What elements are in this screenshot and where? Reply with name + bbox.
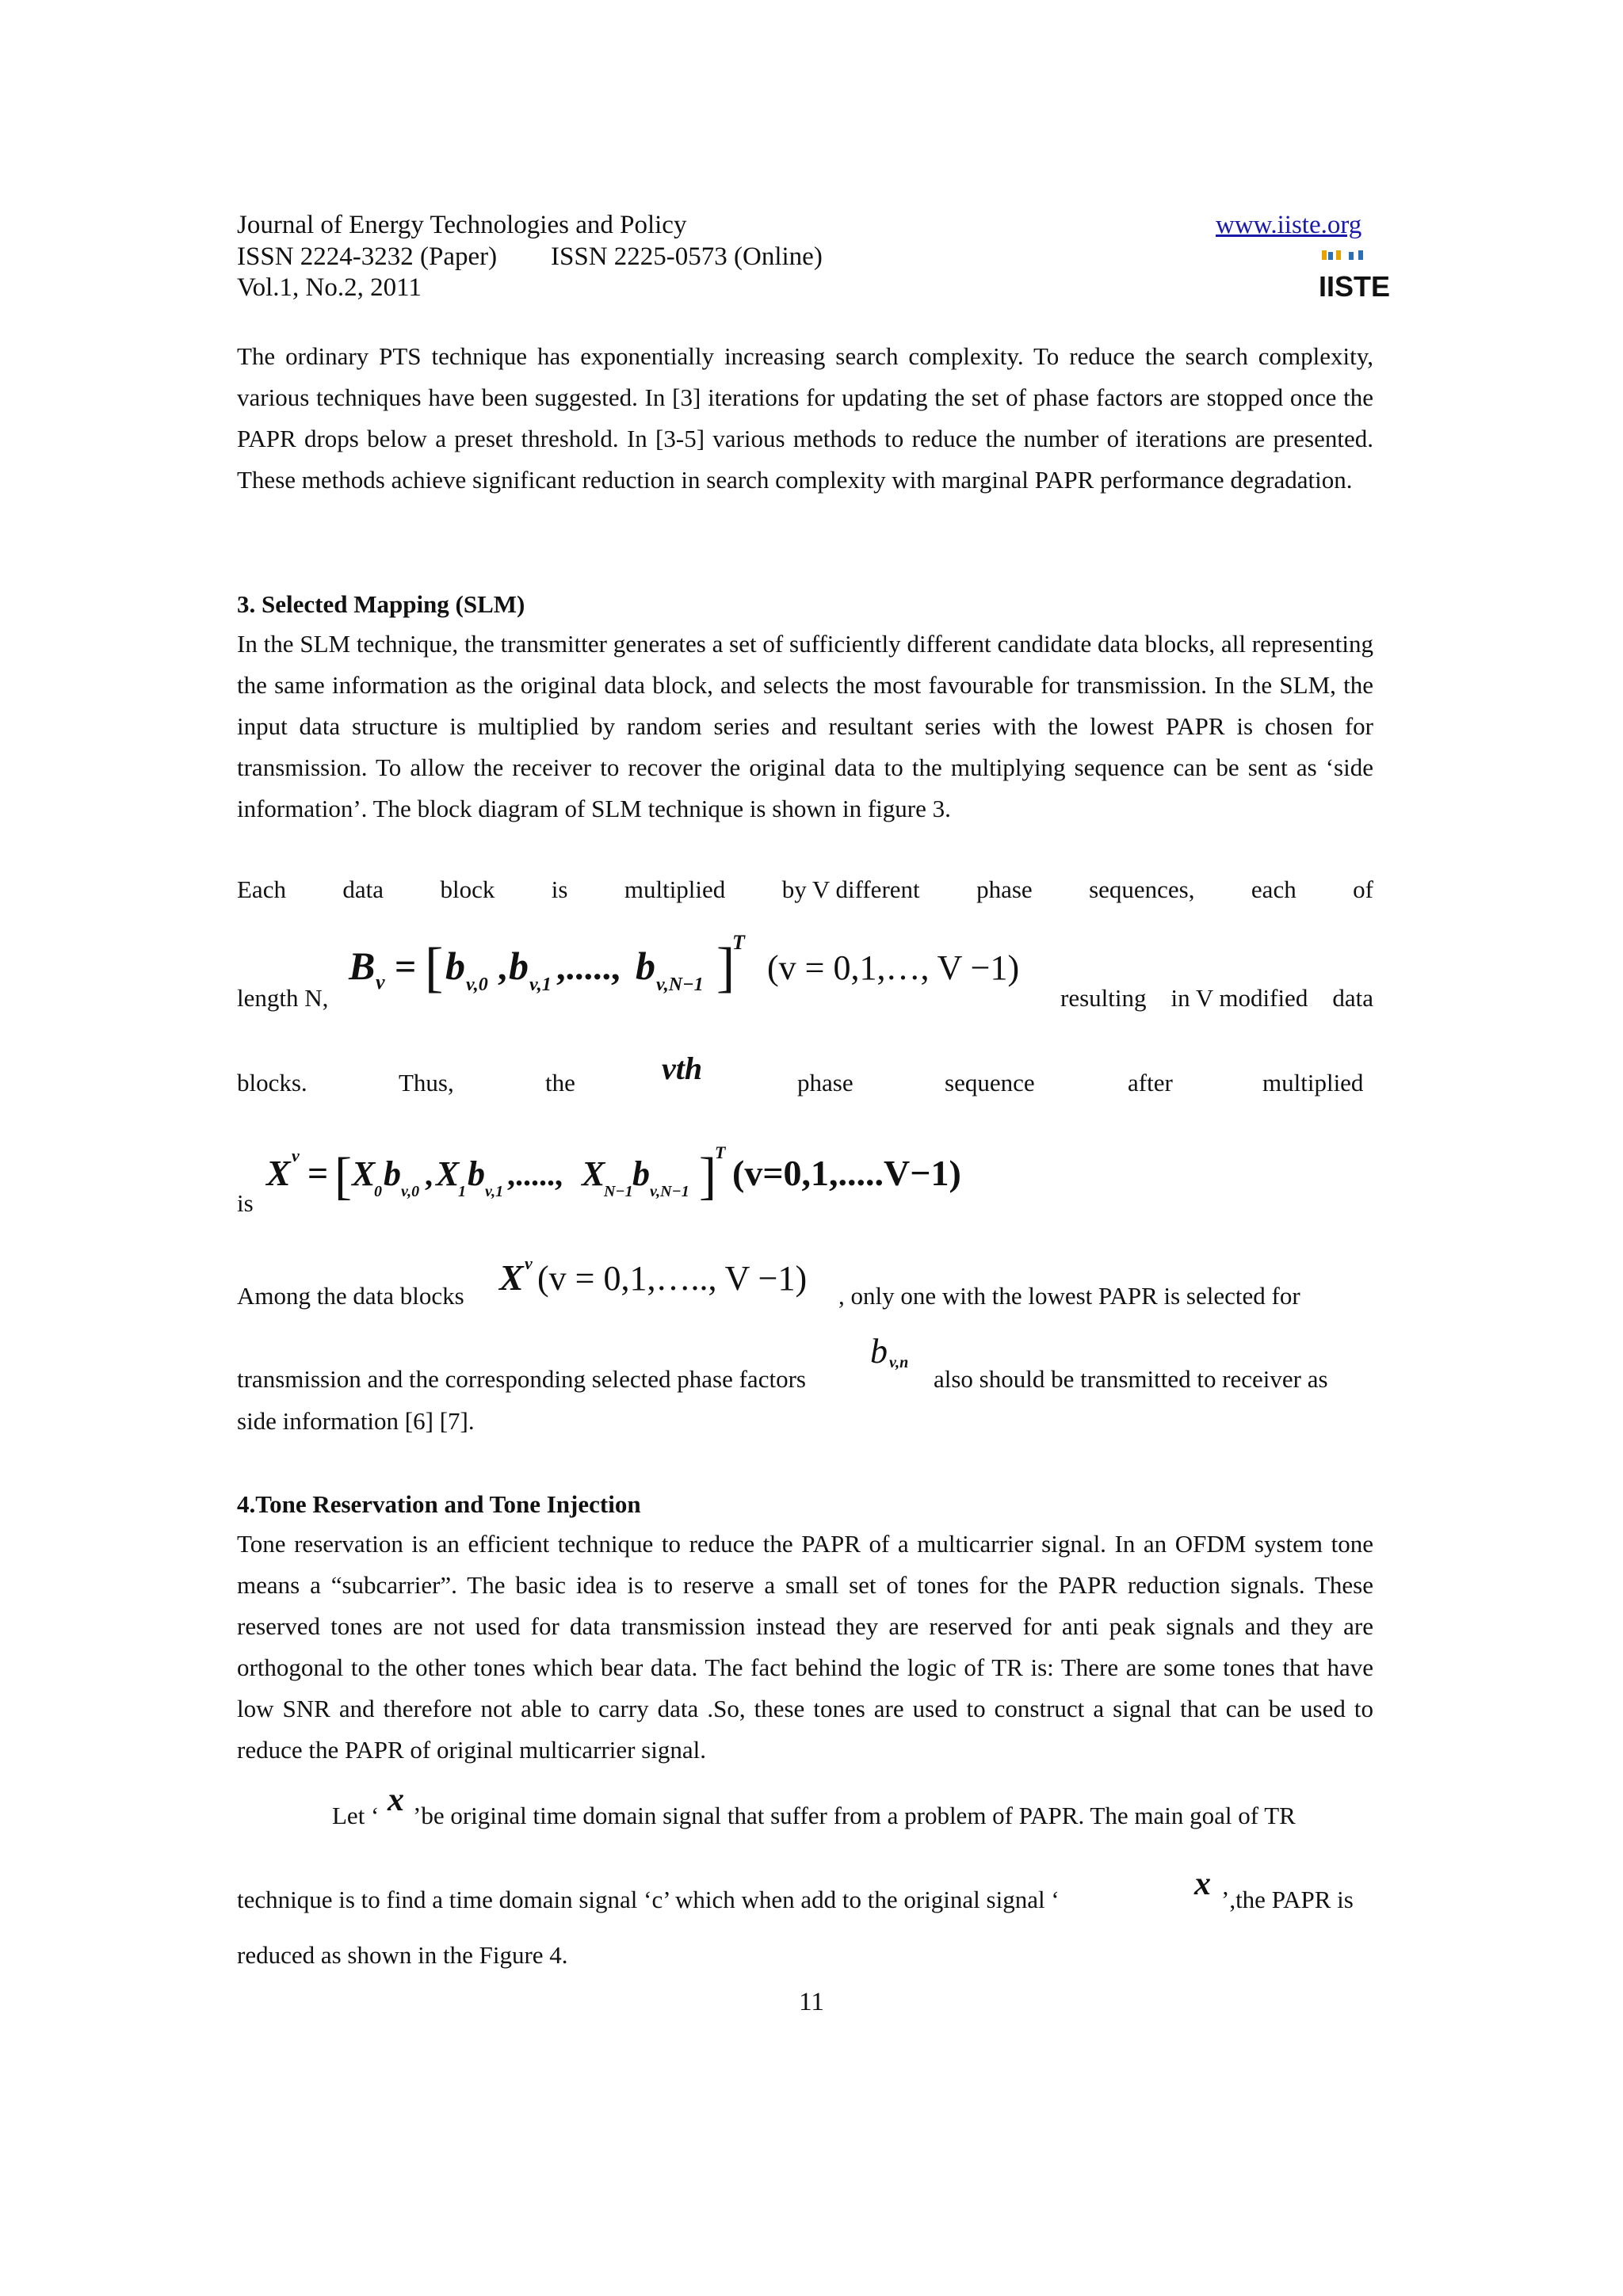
among-prefix: Among the data blocks <box>237 1282 464 1310</box>
iiste-logo <box>1317 249 1391 303</box>
each-data-block-line: Each data block is multiplied by V different phase sequences, each of <box>237 875 1373 903</box>
equation-xv <box>266 1141 964 1212</box>
length-n-label: length N, <box>237 984 329 1012</box>
svg-text:v: v <box>292 1146 300 1165</box>
transmission-prefix: transmission and the corresponding selected phase factors <box>237 1365 806 1393</box>
svg-text:v,N−1: v,N−1 <box>656 974 704 995</box>
multiplied-word: multiplied <box>1262 1069 1364 1097</box>
blocks-word: blocks. <box>237 1069 307 1097</box>
svg-text:v,1: v,1 <box>529 974 552 995</box>
svg-text:b: b <box>468 1154 485 1193</box>
resulting-line: resulting in V modified data <box>1060 984 1373 1012</box>
section-4-heading: 4.Tone Reservation and Tone Injection <box>237 1490 641 1518</box>
technique-prefix: technique is to find a time domain signal ‘c’ which when add to the original signal ‘ <box>237 1886 1060 1913</box>
section-4-paragraph: Tone reservation is an efficient technique to reduce the PAPR of a multicarrier signal. In an OFDM system tone means a “subcarrier”. The basic idea is to reserve a small set of tones for the PAPR reduction signals. These reserved tones are not used for data transmission instead they are reserved for anti peak signals and they are orthogonal to the other tones which bear data. The fact behind the logic of TR is: There are some tones that have low SNR and therefore not able to carry data .So, these tones are used to construct a signal that can be used to reduce the PAPR of original multicarrier signal. <box>237 1530 1373 1764</box>
vth-symbol: vth <box>662 1051 703 1086</box>
journal-url-link[interactable]: www.iiste.org <box>1216 211 1362 239</box>
section-3-paragraph: In the SLM technique, the transmitter generates a set of sufficiently different candidate data blocks, all representing the same information as the original data block, and selects the most favourable for transmission. In the SLM, the input data structure is multiplied by random series and resultant series with the lowest PAPR is chosen for transmission. To allow the receiver to recover the original data to the multiplying sequence can be sent as ‘side information’. The block diagram of SLM technique is shown in figure 3. <box>237 630 1373 822</box>
phase-word: phase <box>797 1069 854 1097</box>
thus-word: Thus, <box>399 1069 454 1097</box>
svg-text:B: B <box>349 944 376 988</box>
the-word: the <box>545 1069 575 1097</box>
svg-text:]: ] <box>699 1147 716 1205</box>
svg-text:N−1: N−1 <box>604 1183 633 1200</box>
reduced-line: reduced as shown in the Figure 4. <box>237 1941 568 1969</box>
svg-text:X: X <box>436 1154 460 1193</box>
svg-text:,.....,: ,....., <box>507 1157 563 1192</box>
svg-text:0: 0 <box>374 1183 382 1200</box>
equation-bv <box>349 927 1046 1006</box>
transmission-suffix: also should be transmitted to receiver as <box>934 1365 1328 1393</box>
issn-online: ISSN 2225-0573 (Online) <box>551 242 823 271</box>
after-word: after <box>1128 1069 1173 1097</box>
svg-text:,.....,: ,....., <box>556 947 621 987</box>
svg-text:v,0: v,0 <box>401 1183 420 1200</box>
issn-paper: ISSN 2224-3232 (Paper) <box>237 242 498 271</box>
svg-text:X: X <box>352 1154 376 1193</box>
x-symbol: x <box>388 1782 404 1818</box>
svg-text:X: X <box>266 1153 291 1193</box>
svg-text:T: T <box>732 931 745 954</box>
side-information: side information [6] [7]. <box>237 1407 475 1435</box>
svg-text:b: b <box>636 944 655 988</box>
svg-text:v,1: v,1 <box>485 1183 504 1200</box>
svg-text:b: b <box>509 944 529 988</box>
svg-text:v,N−1: v,N−1 <box>650 1183 689 1200</box>
svg-text:X: X <box>582 1154 605 1193</box>
equation-bvn <box>870 1331 926 1379</box>
among-suffix: , only one with the lowest PAPR is selected for <box>838 1282 1300 1310</box>
svg-text:(v = 0,1,….., V −1): (v = 0,1,….., V −1) <box>537 1259 808 1298</box>
volume-info: Vol.1, No.2, 2011 <box>237 273 422 302</box>
svg-text:=: = <box>307 1153 329 1193</box>
svg-text:,: , <box>498 947 507 987</box>
x-symbol-2: x <box>1194 1866 1211 1902</box>
svg-text:]: ] <box>716 937 735 998</box>
is-label: is <box>237 1189 254 1217</box>
page-number: 11 <box>799 1988 824 2016</box>
section-3-heading: 3. Selected Mapping (SLM) <box>237 590 525 618</box>
svg-text:1: 1 <box>458 1183 466 1200</box>
svg-text:b: b <box>870 1332 888 1371</box>
svg-text:v,n: v,n <box>889 1354 909 1371</box>
svg-text:v: v <box>525 1253 533 1273</box>
svg-text:[: [ <box>334 1147 352 1205</box>
svg-text:v,0: v,0 <box>466 974 488 995</box>
svg-text:(v=0,1,.....V−1): (v=0,1,.....V−1) <box>732 1153 961 1193</box>
journal-title: Journal of Energy Technologies and Policy <box>237 211 687 239</box>
svg-text:v: v <box>376 971 385 994</box>
sequence-word: sequence <box>945 1069 1035 1097</box>
svg-text:=: = <box>395 946 417 988</box>
svg-text:(v = 0,1,…, V −1): (v = 0,1,…, V −1) <box>767 948 1020 987</box>
svg-text:[: [ <box>425 937 444 998</box>
let-suffix: ’be original time domain signal that suffer from a problem of PAPR. The main goal of TR <box>413 1802 1296 1829</box>
let-prefix: Let ‘ <box>332 1802 380 1829</box>
svg-text:b: b <box>384 1154 401 1193</box>
svg-text:T: T <box>715 1142 726 1162</box>
equation-xv-range <box>499 1252 840 1307</box>
svg-text:,: , <box>425 1157 433 1192</box>
technique-suffix: ’,the PAPR is <box>1221 1886 1354 1913</box>
svg-text:b: b <box>445 944 465 988</box>
svg-text:X: X <box>499 1257 524 1298</box>
svg-text:IISTE: IISTE <box>1319 270 1391 303</box>
svg-text:b: b <box>632 1154 650 1193</box>
intro-paragraph: The ordinary PTS technique has exponentially increasing search complexity. To reduce the search complexity, various techniques have been suggested. In [3] iterations for updating the set of phase factors are stopped once the PAPR drops below a preset threshold. In [3-5] various methods to reduce the number of iterations are presented. These methods achieve significant reduction in search complexity with marginal PAPR performance degradation. <box>237 342 1373 494</box>
